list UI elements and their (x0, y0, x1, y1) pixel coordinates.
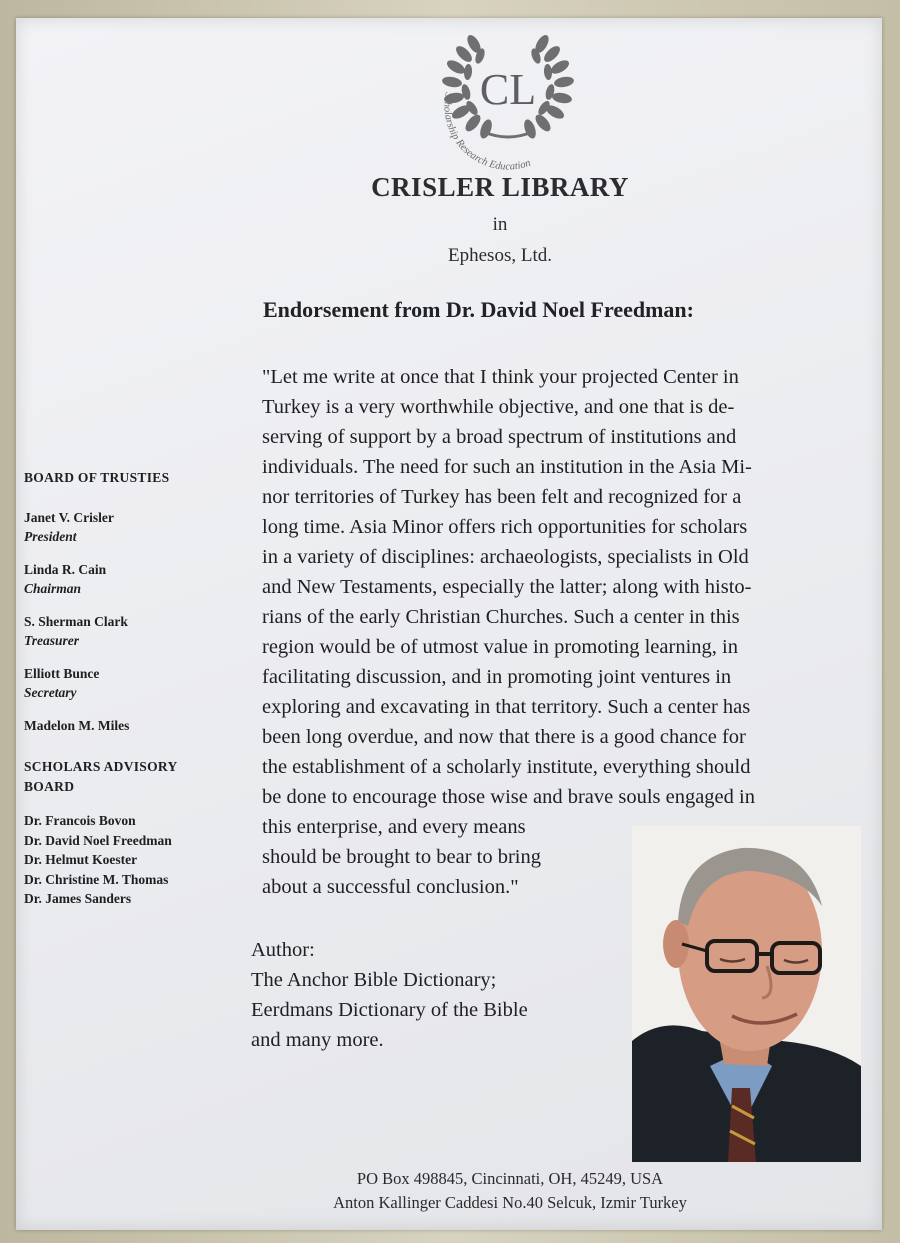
endorsement-quote (262, 362, 882, 902)
author-line: and many more. (251, 1029, 384, 1051)
quote-line: in a variety of disciplines: archaeologists, specialists in Old (262, 546, 749, 568)
author-line: Eerdmans Dictionary of the Bible (251, 999, 528, 1021)
quote-line: be done to encourage those wise and brave souls engaged in (262, 786, 755, 808)
scholar-name: Dr. Helmut Koester (24, 852, 138, 867)
trustee-role: Treasurer (24, 633, 80, 648)
quote-line: facilitating discussion, and in promoting joint ventures in (262, 666, 732, 688)
author-credits (251, 935, 528, 1055)
logo-ring-text: Scholarship Research Education (441, 91, 533, 172)
scholar-name: Dr. James Sanders (24, 891, 132, 906)
scholar-name: Dr. Francois Bovon (24, 813, 136, 828)
quote-line: nor territories of Turkey has been felt and recognized for a (262, 486, 742, 508)
page-subtitle: Ephesos, Ltd. (448, 245, 552, 266)
trustee-name: S. Sherman Clark (24, 614, 128, 629)
trustee (24, 560, 224, 598)
quote-line: rians of the early Christian Churches. Such a center in this (262, 606, 740, 628)
trustee-name: Janet V. Crisler (24, 510, 114, 525)
quote-line: Turkey is a very worthwhile objective, and one that is de- (262, 396, 735, 418)
endorsement-heading: Endorsement from Dr. David Noel Freedman: (263, 297, 694, 322)
scholar-name: Dr. Christine M. Thomas (24, 871, 169, 887)
footer-address-turkey: Anton Kallinger Caddesi No.40 Selcuk, Izmir Turkey (333, 1193, 687, 1212)
trustee-role: Secretary (24, 685, 77, 700)
quote-line: about a successful conclusion." (262, 876, 519, 898)
portrait-illustration (632, 826, 861, 1162)
author-line: The Anchor Bible Dictionary; (251, 969, 497, 991)
scholar-name: Dr. David Noel Freedman (24, 832, 172, 848)
quote-line: should be brought to bear to bring (262, 846, 541, 868)
advisory-heading-line: BOARD (24, 779, 75, 794)
quote-line: this enterprise, and every means (262, 816, 526, 838)
crisler-library-logo (428, 22, 588, 172)
advisory-heading (24, 757, 224, 797)
trustee-role: President (24, 529, 77, 544)
board-heading: BOARD OF TRUSTIES (24, 470, 170, 485)
scholars-list (24, 811, 224, 909)
quote-line: and New Testaments, especially the latter; along with histo- (262, 576, 752, 598)
trustee (24, 612, 224, 650)
quote-line: region would be of utmost value in promoting learning, in (262, 636, 738, 658)
trustee-role: Chairman (24, 581, 82, 596)
footer-address-usa: PO Box 498845, Cincinnati, OH, 45249, USA (356, 1169, 664, 1188)
trustee-name: Madelon M. Miles (24, 718, 130, 733)
quote-line: long time. Asia Minor offers rich opportunities for scholars (262, 516, 748, 538)
quote-line: the establishment of a scholarly institute, everything should (262, 756, 751, 778)
quote-line: been long overdue, and now that there is a good chance for (262, 726, 746, 748)
quote-line: exploring and excavating in that territory. Such a center has (262, 696, 751, 718)
quote-line: individuals. The need for such an institution in the Asia Mi- (262, 456, 752, 478)
trustee-name: Linda R. Cain (24, 562, 107, 577)
author-line: Author: (251, 939, 315, 961)
title-connector: in (492, 214, 508, 235)
portrait-photo (632, 826, 861, 1162)
logo-monogram: CL (479, 65, 537, 114)
advisory-heading-line: SCHOLARS ADVISORY (24, 759, 178, 774)
trustee (24, 508, 224, 546)
page-title: CRISLER LIBRARY (371, 172, 629, 202)
board-sidebar (24, 468, 224, 909)
quote-line: serving of support by a broad spectrum of institutions and (262, 426, 737, 448)
quote-line: "Let me write at once that I think your projected Center in (262, 366, 739, 388)
trustee (24, 664, 224, 702)
trustee-name: Elliott Bunce (24, 666, 100, 681)
trustee (24, 716, 224, 735)
